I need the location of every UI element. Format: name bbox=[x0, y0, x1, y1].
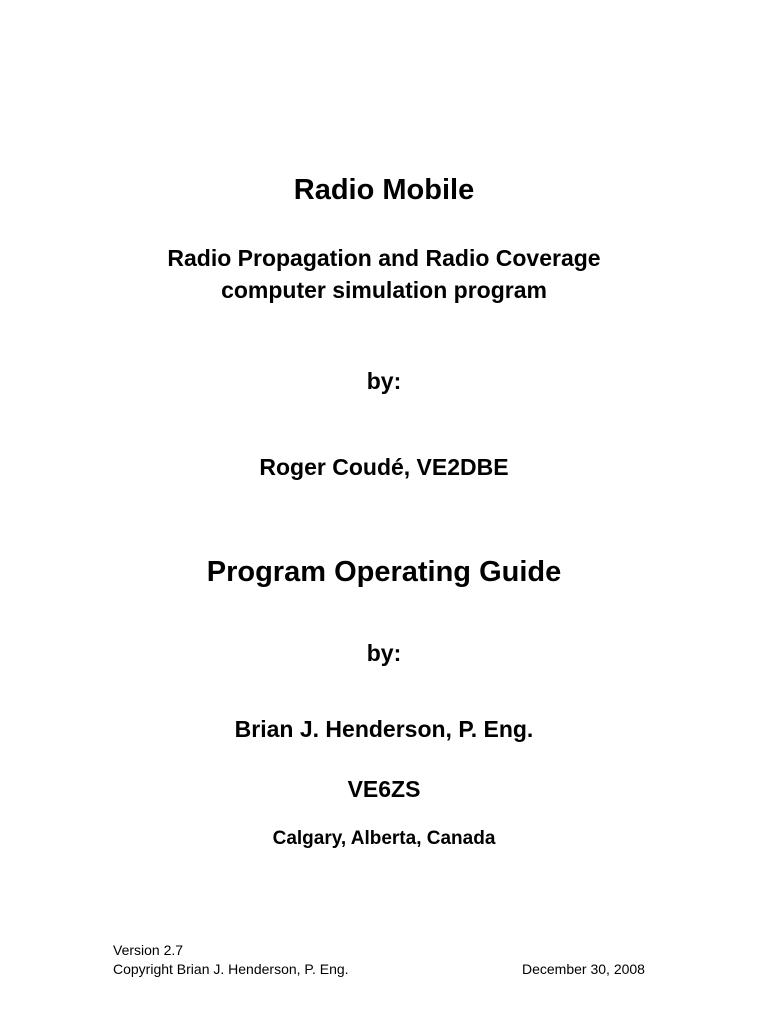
guide-author: Brian J. Henderson, P. Eng. bbox=[234, 716, 534, 742]
footer-version: Version 2.7 bbox=[113, 942, 184, 958]
footer-date: December 30, 2008 bbox=[522, 961, 645, 977]
footer-copyright: Copyright Brian J. Henderson, P. Eng. bbox=[113, 961, 349, 977]
guide-author-callsign: VE6ZS bbox=[347, 776, 421, 802]
subtitle-line-1: Radio Propagation and Radio Coverage bbox=[167, 245, 601, 271]
document-title: Radio Mobile bbox=[293, 174, 475, 206]
author-location: Calgary, Alberta, Canada bbox=[272, 828, 496, 849]
by-label-program: by: bbox=[366, 368, 402, 394]
guide-title: Program Operating Guide bbox=[206, 556, 562, 588]
subtitle-line-2: computer simulation program bbox=[221, 277, 547, 303]
program-author: Roger Coudé, VE2DBE bbox=[259, 454, 509, 480]
by-label-guide: by: bbox=[366, 640, 402, 666]
